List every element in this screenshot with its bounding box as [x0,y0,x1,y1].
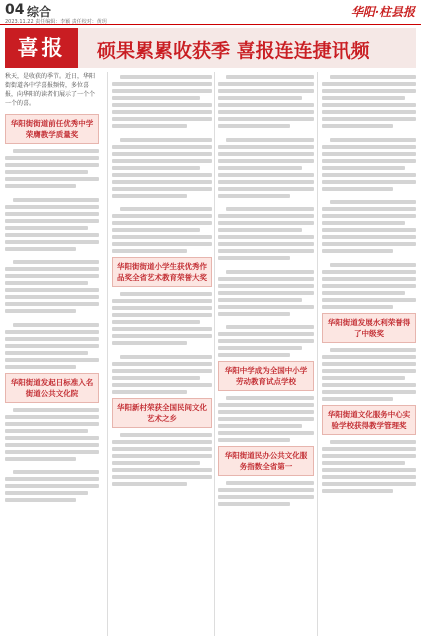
text-line [322,249,393,253]
text-line [218,221,314,225]
text-line [322,96,405,100]
text-line [112,228,200,232]
text-line [112,173,212,177]
lede-paragraph: 秋天，是收获的季节。近日，华阳街街道各中学喜报频传，多位喜报，向华阳的读者们展示了一个个一个的喜。 [5,73,96,107]
text-line [112,475,212,479]
text-line [218,403,314,407]
text-line [112,103,212,107]
subhead-box-7: 华阳街道发展水利荣誉得了中级奖 [322,313,416,343]
text-line [218,312,290,316]
text-line [218,194,290,198]
masthead [0,0,421,25]
text-line [322,82,416,86]
text-line [5,295,99,299]
text-line [322,242,416,246]
text-line [322,468,416,472]
text-line [5,358,99,362]
text-line [218,173,314,177]
text-line [218,339,314,343]
text-line [112,440,212,444]
column-2 [112,72,212,488]
text-line [218,249,314,253]
text-line [322,207,416,211]
subhead-box-6: 华阳街道民办公共文化服务指数全省第一 [218,446,314,476]
text-line [5,281,88,285]
text-line [112,447,212,451]
text-line [218,417,314,421]
text-line [226,138,314,142]
text-line [5,274,99,278]
text-line [5,170,88,174]
text-line [322,173,416,177]
subhead-box-5: 华阳中学成为全国中小学劳动教育试点学校 [218,361,314,391]
text-line [322,369,416,373]
text-line [5,415,99,419]
text-line [120,292,212,296]
text-line [322,180,416,184]
text-line [322,355,416,359]
text-line [322,390,416,394]
text-line [5,219,99,223]
text-line [13,408,99,412]
text-line [112,214,212,218]
text-line [112,313,212,317]
text-line [218,152,314,156]
text-line [5,365,76,369]
subhead-box-4: 华阳新村荣获全国民间文化艺术之乡 [112,398,212,428]
text-line [5,491,88,495]
text-line [218,502,290,506]
text-line [322,461,405,465]
text-line [322,284,416,288]
text-line [218,298,302,302]
text-line [120,75,212,79]
text-line [218,410,314,414]
text-line [330,138,416,142]
text-line [330,440,416,444]
text-line [226,207,314,211]
text-line [5,351,88,355]
text-line [112,341,187,345]
text-line [322,362,416,366]
text-line [5,477,99,481]
text-line [322,277,416,281]
text-line [112,221,212,225]
text-line [218,159,314,163]
text-line [218,89,314,93]
subhead-box-8: 华阳街道文化服务中心实验学校获得教学管理奖 [322,405,416,435]
text-line [218,110,314,114]
text-line [5,247,76,251]
text-line [5,337,99,341]
text-line [218,291,314,295]
text-line [322,270,416,274]
text-line [5,330,99,334]
text-line [218,145,314,149]
text-line [112,242,212,246]
column-3 [218,72,314,509]
text-line [112,468,212,472]
text-line [218,353,290,357]
text-line [112,96,200,100]
text-line [13,323,99,327]
column-divider [107,72,108,636]
text-line [218,214,314,218]
text-line [218,438,290,442]
text-line [322,110,416,114]
text-line [13,198,99,202]
text-line [112,320,200,324]
text-line [112,306,212,310]
text-line [218,180,314,184]
text-line [226,481,314,485]
text-line [112,166,200,170]
subhead-box-1: 华阳街街道前任优秀中学荣膺教学质量奖 [5,114,99,144]
text-line [5,498,76,502]
text-line [218,277,314,281]
text-line [322,291,405,295]
text-line [218,431,314,435]
text-line [112,187,212,191]
text-line [330,348,416,352]
text-line [5,240,99,244]
text-line [322,489,393,493]
text-line [226,75,314,79]
edition-meta: 2023.11.22 责任编辑：李颖 责任校对：黄玥 [5,19,107,25]
text-line [322,305,393,309]
text-line [226,325,314,329]
text-line [322,397,393,401]
text-line [322,145,416,149]
text-line [330,75,416,79]
text-line [322,221,405,225]
text-line [218,305,314,309]
text-line [218,424,302,428]
text-line [112,152,212,156]
text-line [322,159,416,163]
text-line [218,187,314,191]
text-line [112,110,212,114]
text-line [322,383,416,387]
text-line [5,288,99,292]
text-line [218,124,290,128]
text-line [5,226,88,230]
column-divider [317,72,318,636]
text-line [5,344,99,348]
text-line [112,249,187,253]
text-line [112,145,212,149]
text-line [5,212,99,216]
text-line [322,447,416,451]
text-line [330,263,416,267]
banner [5,28,416,68]
section-title: 综合 [27,5,52,19]
text-line [120,433,212,437]
text-line [13,470,99,474]
text-line [218,488,314,492]
text-line [330,200,416,204]
text-line [5,302,99,306]
text-line [5,177,99,181]
text-line [5,450,99,454]
text-line [112,369,212,373]
text-line [322,475,416,479]
text-line [112,194,187,198]
text-line [5,184,76,188]
text-line [218,103,314,107]
text-line [112,159,212,163]
text-line [322,166,405,170]
text-line [112,89,212,93]
text-line [120,355,212,359]
text-line [112,117,212,121]
newspaper-logo: 华阳·柱县报 [350,5,415,19]
text-line [218,117,314,121]
text-line [112,124,187,128]
text-line [322,103,416,107]
subhead-box-3: 华阳街街道小学生获优秀作品奖全省艺术教育荣誉大奖 [112,257,212,287]
text-line [322,298,416,302]
subhead-box-2: 华阳街道发起日标准入名街道公共文化院 [5,373,99,403]
text-line [322,376,405,380]
text-line [5,163,99,167]
text-line [5,436,99,440]
column-divider [214,72,215,636]
text-line [218,235,314,239]
text-line [218,332,314,336]
text-line [112,454,212,458]
text-line [120,207,212,211]
text-line [226,270,314,274]
text-line [218,242,314,246]
text-line [5,205,99,209]
text-line [5,156,99,160]
text-line [218,96,302,100]
text-line [112,299,212,303]
text-line [112,327,212,331]
text-line [5,233,99,237]
text-line [322,482,416,486]
text-line [218,256,290,260]
text-line [322,117,416,121]
text-line [112,362,212,366]
text-line [112,390,187,394]
text-line [322,454,416,458]
text-line [5,309,76,313]
text-line [112,383,212,387]
page-headline: 硕果累累收获季 喜报连连捷讯频 [97,40,370,62]
text-line [218,495,314,499]
text-line [5,484,99,488]
xibao-tag: 喜报 [5,28,78,68]
text-line [5,422,99,426]
text-line [218,166,302,170]
text-line [218,284,314,288]
page-number: 04 [5,2,25,18]
text-line [5,267,99,271]
text-line [322,228,416,232]
text-line [322,89,416,93]
text-line [112,180,212,184]
text-line [322,187,393,191]
text-line [322,124,393,128]
text-line [5,443,99,447]
text-line [5,429,88,433]
text-line [112,376,200,380]
column-1 [5,72,99,505]
text-line [322,214,416,218]
text-line [218,228,302,232]
text-line [13,149,99,153]
text-line [226,396,314,400]
text-line [112,334,212,338]
text-line [112,482,187,486]
text-line [120,138,212,142]
text-line [322,235,416,239]
text-line [112,235,212,239]
text-line [112,82,212,86]
text-line [112,461,200,465]
text-line [5,457,76,461]
text-line [322,152,416,156]
text-line [218,82,314,86]
text-line [218,346,302,350]
text-line [13,260,99,264]
column-4 [322,72,416,495]
